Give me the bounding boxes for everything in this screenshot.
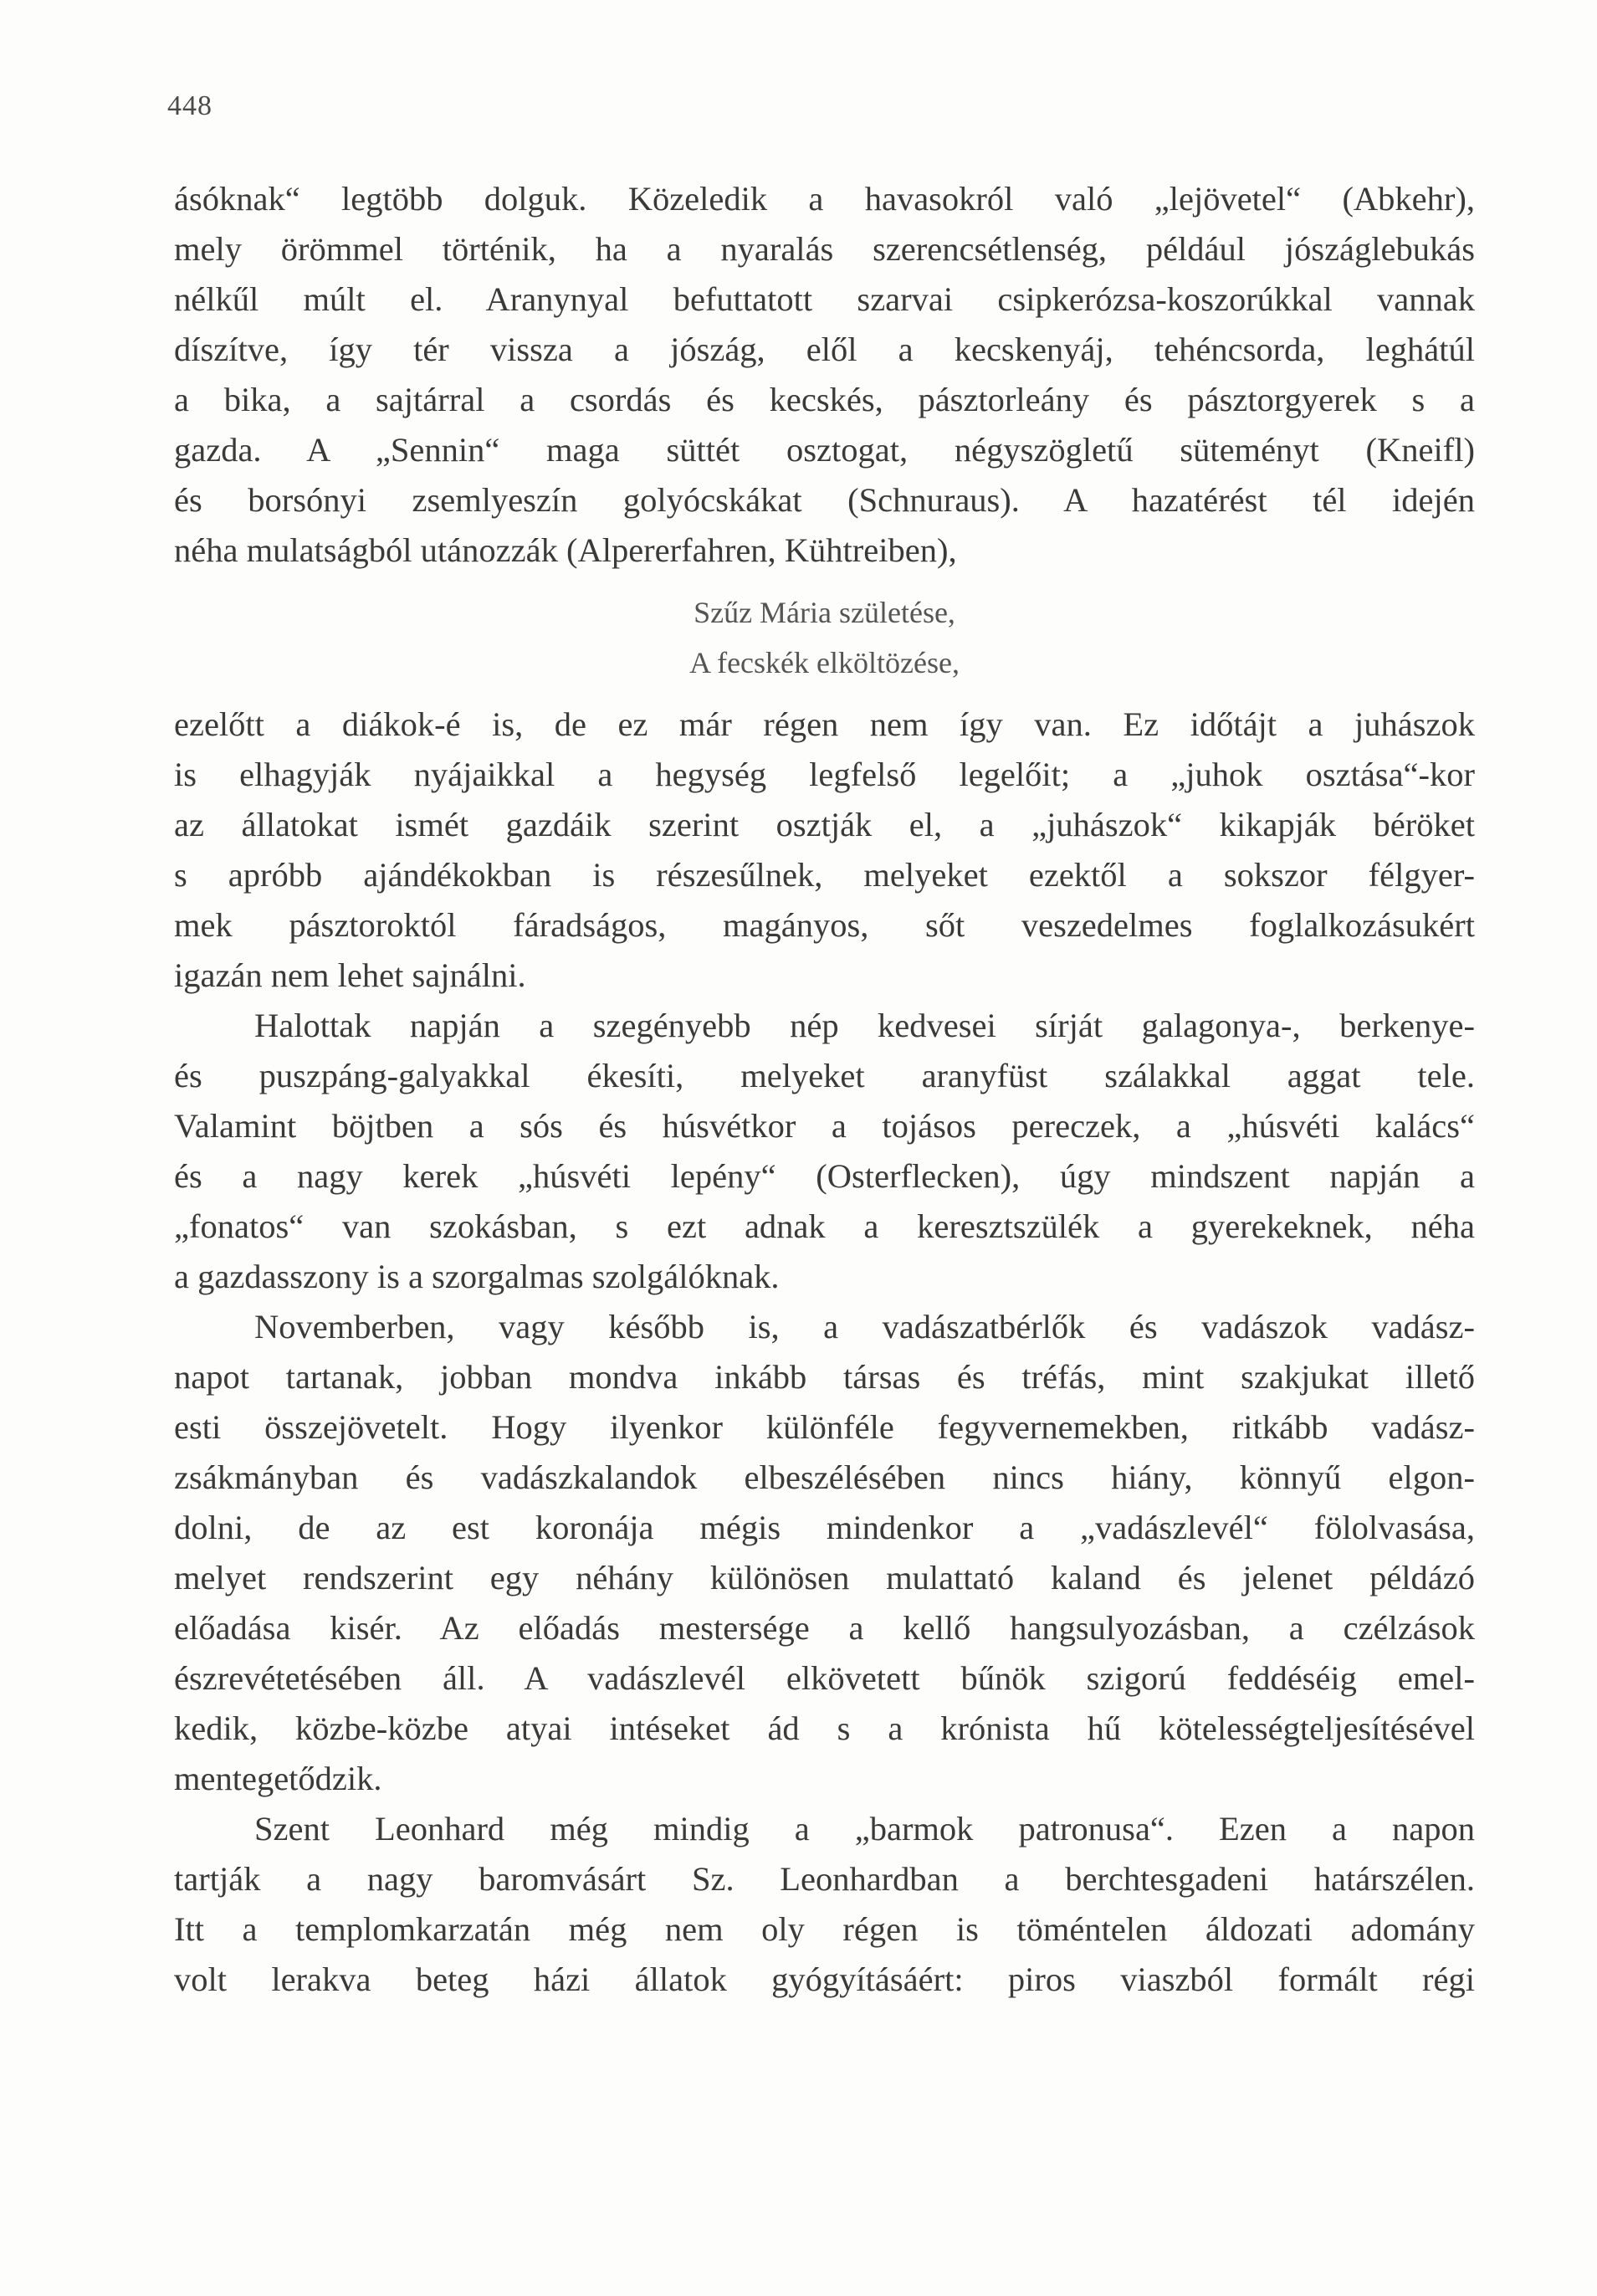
text-line: és a nagy kerek „húsvéti lepény“ (Osterflecken), úgy mindszent napján a	[174, 1157, 1475, 1195]
text-line: Itt a templomkarzatán még nem oly régen is töméntelen áldozati adomány	[174, 1910, 1475, 1948]
text-line: melyet rendszerint egy néhány különösen mulattató kaland és jelenet példázó	[174, 1559, 1475, 1596]
text-line: ásóknak“ legtöbb dolguk. Közeledik a havasokról való „lejövetel“ (Abkehr),	[174, 180, 1475, 218]
text-line: kedik, közbe-közbe atyai intéseket ád s a krónista hű kötelességteljesítésével	[174, 1709, 1475, 1747]
text-line: a gazdasszony is a szorgalmas szolgálóknak.	[174, 1258, 780, 1295]
text-line: is elhagyják nyájaikkal a hegység legfelső legelőit; a „juhok osztása“-kor	[174, 756, 1475, 793]
text-line: észrevétetésében áll. A vadászlevél elkövetett bűnök szigorú feddéséig emel-	[174, 1659, 1475, 1697]
text-line: mely örömmel történik, ha a nyaralás szerencsétlenség, például jószáglebukás	[174, 230, 1475, 268]
text-line: Novemberben, vagy később is, a vadászatbérlők és vadászok vadász-	[254, 1308, 1475, 1345]
text-line: Halottak napján a szegényebb nép kedvesei sírját galagonya-, berkenye-	[254, 1007, 1475, 1044]
list-line: Szűz Mária születése,	[694, 596, 955, 629]
text-line: ezelőtt a diákok-é is, de ez már régen nem így van. Ez időtájt a juhászok	[174, 705, 1475, 743]
text-line: s apróbb ajándékokban is részesűlnek, melyeket ezektől a sokszor félgyer-	[174, 856, 1475, 894]
text-line: mek pásztoroktól fáradságos, magányos, sőt veszedelmes foglalkozásukért	[174, 906, 1475, 944]
text-line: gazda. A „Sennin“ maga süttét osztogat, négyszögletű süteményt (Kneifl)	[174, 431, 1475, 469]
list-line: A fecskék elköltözése,	[689, 646, 960, 679]
text-line: „fonatos“ van szokásban, s ezt adnak a keresztszülék a gyerekeknek, néha	[174, 1207, 1475, 1245]
text-line: dolni, de az est koronája mégis mindenkor a „vadászlevél“ fölolvasása,	[174, 1509, 1475, 1546]
text-line: tartják a nagy baromvásárt Sz. Leonhardban a berchtesgadeni határszélen.	[174, 1860, 1475, 1898]
text-line: volt lerakva beteg házi állatok gyógyításáért: piros viaszból formált régi	[174, 1960, 1475, 1998]
text-line: néha mulatságból utánozzák (Alpererfahren, Kühtreiben),	[174, 531, 957, 569]
text-line: előadása kisér. Az előadás mestersége a kellő hangsulyozásban, a czélzások	[174, 1609, 1475, 1647]
spacer	[174, 688, 1475, 700]
text-line: a bika, a sajtárral a csordás és kecskés, pásztorleány és pásztorgyerek s a	[174, 381, 1475, 418]
text-line: zsákmányban és vadászkalandok elbeszélésében nincs hiány, könnyű elgon-	[174, 1458, 1475, 1496]
page-number: 448	[167, 90, 212, 121]
text-line: igazán nem lehet sajnálni.	[174, 956, 526, 994]
text-line: és borsónyi zsemlyeszín golyócskákat (Schnuraus). A hazatérést tél idején	[174, 481, 1475, 519]
text-line: nélkűl múlt el. Aranynyal befuttatott szarvai csipkerózsa-koszorúkkal vannak	[174, 280, 1475, 318]
text-line: és puszpáng-galyakkal ékesíti, melyeket aranyfüst szálakkal aggat tele.	[174, 1057, 1475, 1094]
text-line: díszítve, így tér vissza a jószág, elől a kecskenyáj, tehéncsorda, leghátúl	[174, 331, 1475, 368]
body-text	[174, 174, 1475, 2005]
text-line: mentegetődzik.	[174, 1760, 382, 1797]
spacer	[174, 576, 1475, 587]
text-line: az állatokat ismét gazdáik szerint osztják el, a „juhászok“ kikapják béröket	[174, 806, 1475, 843]
text-line: Valamint böjtben a sós és húsvétkor a tojásos pereczek, a „húsvéti kalács“	[174, 1107, 1475, 1145]
text-line: napot tartanak, jobban mondva inkább társas és tréfás, mint szakjukat illető	[174, 1358, 1475, 1396]
text-line: Szent Leonhard még mindig a „barmok patronusa“. Ezen a napon	[254, 1810, 1475, 1848]
text-line: esti összejövetelt. Hogy ilyenkor különféle fegyvernemekben, ritkább vadász-	[174, 1408, 1475, 1446]
